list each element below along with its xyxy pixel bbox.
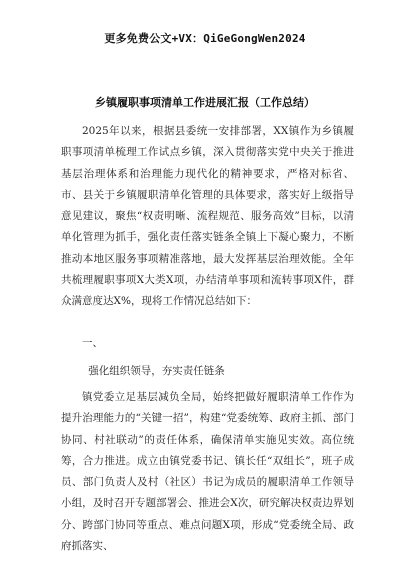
section-title: 强化组织领导，夯实责任链条 [88,365,225,377]
section-subheading [61,361,354,382]
section-number: 一、 [82,337,103,349]
document-title: 乡镇履职事项清单工作进展汇报（工作总结） [95,96,315,109]
section-heading [61,333,354,354]
paragraph-intro: 2025年以来，根据县委统一安排部署，XX镇作为乡镇履职事项清单梳理工作试点乡镇，深入贯彻落实党中央关于推进基层治理体系和治理能力现代化的精神要求，严格对标省、市、县关于乡镇履职清单化管理的具体要求，落实好上级指导意见建议，聚焦“权责明晰、流程规范、服务高效”目标，以清单化管理为抓手，强化责任落实链条全镇上下凝心聚力，不断推动本地区服务事项精准落地，最大发挥基层治理效能。全年共梳理履职事项X大类X项，办结清单事项和流转事项X件，群众满意度达X%，现将工作情况总结如下： [61,125,354,308]
promo-header: 更多免费公文+VX：QiGeGongWen2024 [104,32,306,45]
paragraph-organization: 镇党委立足基层减负全局，始终把做好履职清单工作作为提升治理能力的“关键一招”，构建“党委统筹、政府主抓、部门协同、村社联动”的责任体系，确保清单实施见实效。高位统筹，合力推进。成立由镇党委书记、镇长任“双组长”，班子成员、部门负责人及村（社区）书记为成员的履职清单工作领导小组，及时召开专题部署会、推进会X次，研究解决权责边界划分、跨部门协同等重点、难点问题X项，形成“党委统全局、政府抓落实、 [61,391,354,553]
